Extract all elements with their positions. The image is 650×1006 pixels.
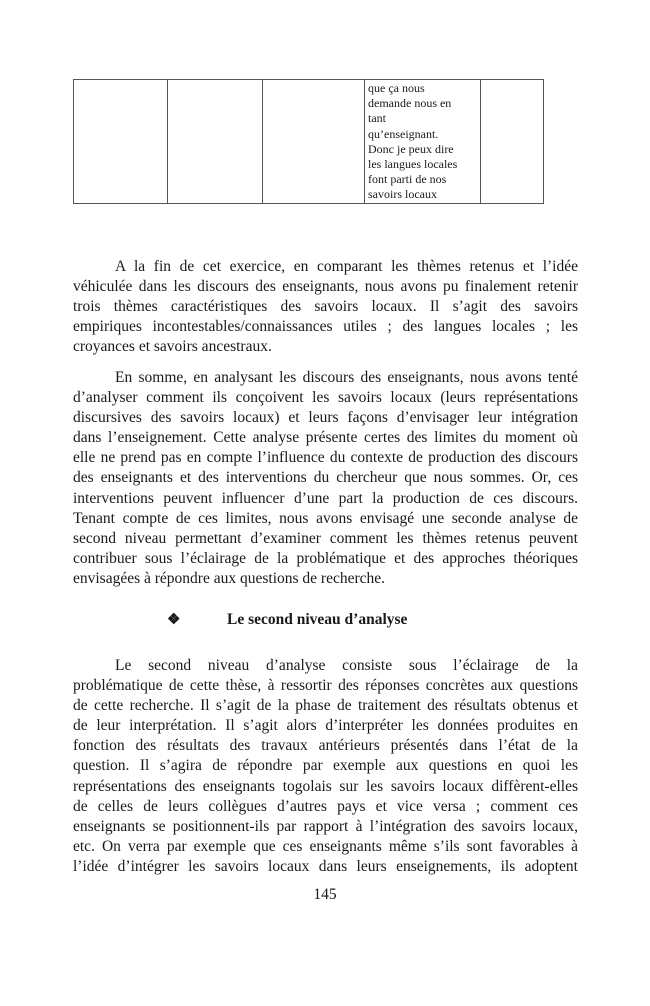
diamond-bullet-icon: ❖: [167, 612, 181, 628]
paragraph-line: d’analyser comment ils conçoivent les savoirs locaux (leurs représentations: [73, 389, 578, 407]
table-cell: [263, 80, 365, 204]
paragraph-line: second niveau permettant d’examiner comment les thèmes retenus peuvent: [73, 529, 578, 547]
quote-line: demande nous en: [368, 96, 452, 111]
transcript-table: [73, 79, 544, 204]
paragraph-line: de celles de leurs collègues d’autres pays et vice versa ; comment ces: [73, 797, 578, 815]
paragraph-line: véhiculée dans les discours des enseignants, nous avons pu finalement retenir: [73, 278, 578, 296]
quote-text: [365, 80, 480, 203]
paragraph-line: l’idée d’intégrer les savoirs locaux dans leurs enseignements, ils adoptent: [73, 857, 578, 875]
paragraph-line: Tenant compte de ces limites, nous avons envisagé une seconde analyse de: [73, 509, 578, 527]
paragraph-line: dans l’enseignement. Cette analyse présente certes des limites du moment où: [73, 429, 578, 447]
paragraph-line: de cette recherche. Il s’agit de la phase de traitement des résultats obtenus et: [73, 697, 578, 715]
quote-line: tant: [368, 111, 386, 126]
paragraph-line: de leur interprétation. Il s’agit alors d’interpréter les données produites en: [73, 717, 578, 735]
quote-line: les langues locales: [368, 157, 458, 172]
paragraph-summary: [73, 368, 578, 589]
section-heading: [167, 610, 407, 629]
paragraph-line: enseignants se positionnent-ils par rapport à l’intégration des savoirs locaux,: [73, 817, 578, 835]
paragraph-conclusion-exercise: [73, 257, 578, 357]
paragraph-line: représentations des enseignants togolais sur les savoirs locaux diffèrent-elles: [73, 777, 578, 795]
table-cell: [168, 80, 263, 204]
quote-line: qu’enseignant.: [368, 126, 439, 141]
paragraph-line: problématique de cette thèse, à ressortir des réponses concrètes aux questions: [73, 677, 578, 695]
paragraph-line: discursives des savoirs locaux) et leurs façons d’envisager leur intégration: [73, 409, 578, 427]
paragraph-line: En somme, en analysant les discours des enseignants, nous avons tenté: [115, 369, 578, 386]
section-title: Le second niveau d’analyse: [227, 610, 408, 628]
paragraph-line: trois thèmes caractéristiques des savoirs locaux. Il s’agit des savoirs: [73, 298, 578, 316]
table-row: [74, 80, 544, 204]
quote-line: que ça nous: [368, 81, 425, 95]
paragraph-line: question. Il s’agira de répondre par exemple aux questions en quoi les: [73, 757, 578, 775]
quote-line: font parti de nos: [368, 172, 447, 187]
table-cell: [481, 80, 544, 204]
paragraph-line: etc. On verra par exemple que ces enseignants même s’ils sont favorables à: [73, 837, 578, 855]
paragraph-second-level: [73, 656, 578, 877]
quote-line: Donc je peux dire: [368, 141, 454, 156]
paragraph-line: interventions peuvent influencer d’une part la production de ces discours.: [73, 489, 578, 507]
paragraph-line: contribuer sous l’éclairage de la problématique et des approches théoriques: [73, 549, 578, 567]
paragraph-line: elle ne prend pas en compte l’influence du contexte de production des discours: [73, 449, 578, 467]
paragraph-line: A la fin de cet exercice, en comparant les thèmes retenus et l’idée: [115, 258, 578, 275]
paragraph-line: empiriques incontestables/connaissances utiles ; des langues locales ; les: [73, 318, 578, 336]
paragraph-line: des enseignants et des interventions du chercheur que nous sommes. Or, ces: [73, 469, 578, 487]
paragraph-line: Le second niveau d’analyse consiste sous l’éclairage de la: [115, 657, 578, 674]
paragraph-line: croyances et savoirs ancestraux.: [73, 338, 272, 356]
paragraph-line: envisagées à répondre aux questions de recherche.: [73, 569, 386, 587]
quote-line: savoirs locaux: [368, 187, 437, 202]
table-cell-quote: [365, 80, 481, 204]
page-number: 145: [313, 886, 337, 903]
table-cell: [74, 80, 168, 204]
paragraph-line: fonction des résultats des travaux antérieurs présentés dans l’état de la: [73, 737, 578, 755]
